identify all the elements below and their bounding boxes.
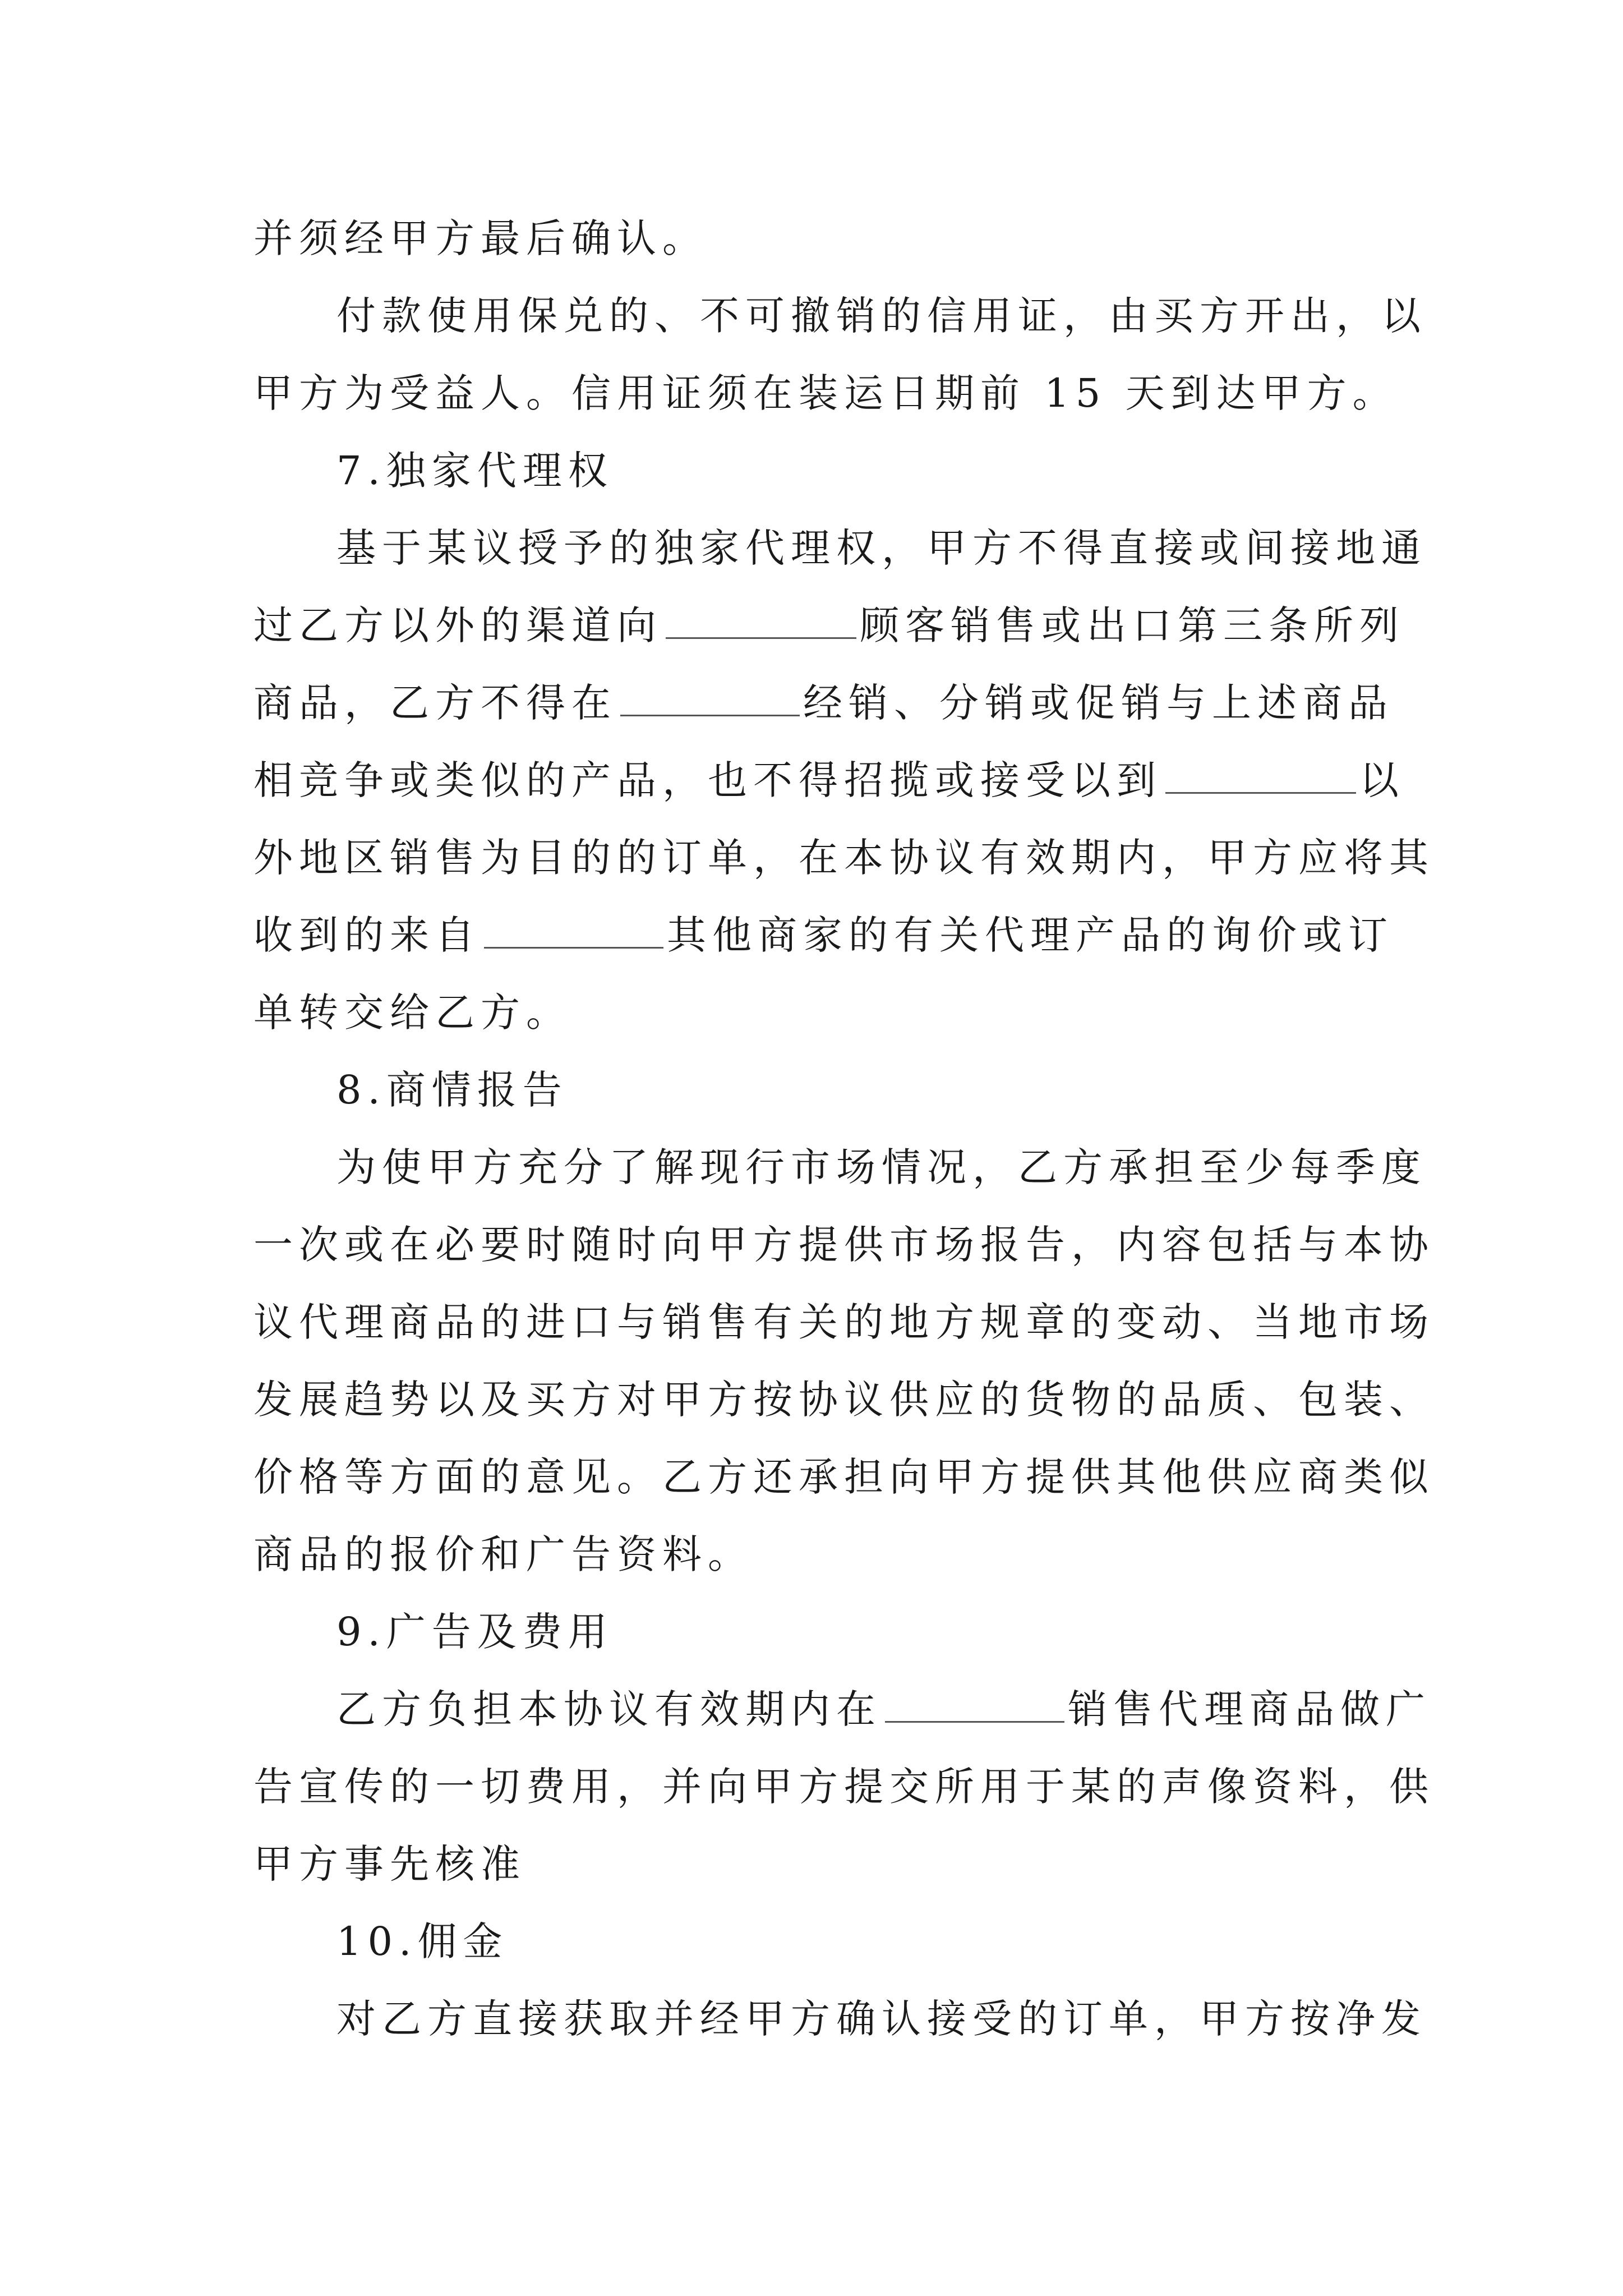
line-text: 顾客销售或出口第三条所列: [860, 602, 1405, 648]
line-text: 单转交给乙方。: [253, 990, 571, 1036]
text-line: [253, 1220, 1435, 1270]
text-line: [336, 291, 1481, 341]
line-text: 相竞争或类似的产品，也不得招揽或接受以到: [253, 757, 1162, 803]
line-text: 销售代理商品做广: [1068, 1686, 1431, 1732]
line-text: 过乙方以外的渠道向: [253, 602, 662, 648]
text-line: [336, 1684, 1481, 1734]
line-text: 对乙方直接获取并经甲方确认接受的订单，甲方按净发: [336, 1996, 1427, 2042]
blank-field: [620, 680, 800, 716]
line-text: 一次或在必要时随时向甲方提供市场报告，内容包括与本协: [253, 1222, 1435, 1268]
line-text: 商品的报价和广告资料。: [253, 1531, 753, 1577]
line-text: 经销、分销或促销与上述商品: [803, 680, 1394, 726]
text-line: [253, 1839, 1398, 1889]
text-line: [253, 678, 1398, 728]
line-text: 价格等方面的意见。乙方还承担向甲方提供其他供应商类似: [253, 1454, 1435, 1500]
line-text: 外地区销售为目的的订单，在本协议有效期内，甲方应将其: [253, 835, 1435, 881]
line-text: 甲方为受益人。信用证须在装运日期前 15 天到达甲方。: [253, 370, 1398, 416]
text-line: [253, 1297, 1435, 1347]
text-line: [253, 832, 1435, 883]
blank-field: [1165, 757, 1356, 794]
text-line: [253, 368, 1398, 418]
section-heading: [336, 445, 1481, 496]
line-text: 其他商家的有关代理产品的询价或订: [667, 912, 1394, 958]
line-text: 付款使用保兑的、不可撤销的信用证，由买方开出，以: [336, 293, 1427, 339]
text-line: [336, 523, 1481, 573]
text-line: [253, 1529, 1398, 1580]
section-heading: [336, 1607, 1481, 1657]
line-text: 议代理商品的进口与销售有关的地方规章的变动、当地市场: [253, 1299, 1435, 1345]
blank-field: [885, 1686, 1064, 1723]
text-line: [253, 600, 1405, 651]
heading-text: 7.独家代理权: [336, 448, 614, 494]
line-text: 乙方负担本协议有效期内在: [336, 1686, 882, 1732]
text-line: [253, 213, 1398, 264]
text-line: [336, 1142, 1481, 1193]
text-line: [336, 1994, 1481, 2044]
line-text: 基于某议授予的独家代理权，甲方不得直接或间接地通: [336, 525, 1427, 571]
line-text: 收到的来自: [253, 912, 481, 958]
line-text: 商品，乙方不得在: [253, 680, 617, 726]
heading-text: 10.佣金: [336, 1918, 509, 1964]
text-line: [253, 1761, 1435, 1812]
section-heading: [336, 1916, 1481, 1967]
blank-field: [484, 912, 663, 949]
section-heading: [336, 1065, 1481, 1115]
text-line: [253, 755, 1405, 806]
line-text: 甲方事先核准: [253, 1841, 526, 1887]
text-line: [253, 910, 1398, 960]
heading-text: 9.广告及费用: [336, 1609, 614, 1655]
line-text: 发展趋势以及买方对甲方按协议供应的货物的品质、包装、: [253, 1377, 1435, 1423]
text-line: [253, 987, 1398, 1038]
heading-text: 8.商情报告: [336, 1067, 568, 1113]
line-text: 告宣传的一切费用，并向甲方提交所用于某的声像资料，供: [253, 1764, 1435, 1810]
line-text: 以: [1359, 757, 1405, 803]
line-text: 并须经甲方最后确认。: [253, 215, 708, 261]
text-line: [253, 1374, 1435, 1425]
line-text: 为使甲方充分了解现行市场情况，乙方承担至少每季度: [336, 1144, 1427, 1190]
blank-field: [666, 602, 856, 639]
text-line: [253, 1452, 1435, 1502]
